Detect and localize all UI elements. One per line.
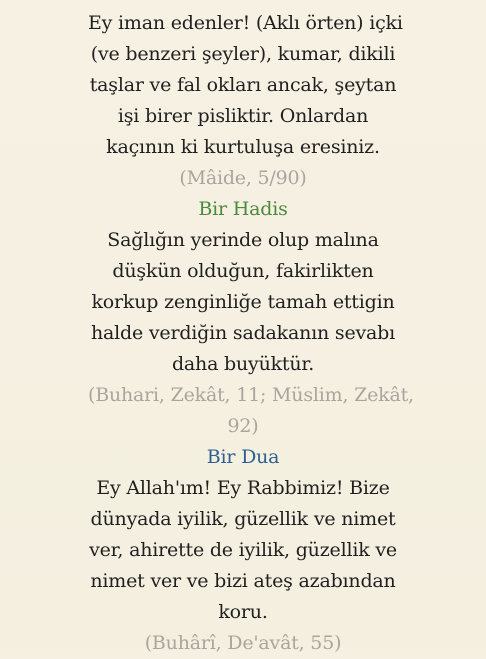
dua-section [88,442,398,659]
dua-line: ver, ahirette de iyilik, güzellik ve [89,539,397,561]
hadis-line: düşkün olduğun, fakirlikten [112,260,374,282]
dua-source: (Buhârî, De'avât, 55) [144,632,342,654]
hadis-line: daha buyüktür. [171,353,315,375]
hadis-section [88,194,414,442]
dua-line: dünyada iyilik, güzellik ve nimet [90,508,396,530]
ayet-line: kaçının ki kurtuluşa eresiniz. [106,136,380,158]
ayet-line: taşlar ve fal okları ancak, şeytan [89,74,397,96]
ayet-line: işi birer pisliktir. Onlardan [117,105,369,127]
dua-line: Ey Allah'ım! Ey Rabbimiz! Bize [96,477,390,499]
dua-line: koru. [218,601,268,623]
hadis-line: korkup zenginliğe tamah ettigin [91,291,395,313]
ayet-section [88,8,403,194]
ayet-line: Ey iman edenler! (Aklı örten) içki [88,12,403,34]
hadis-source-line: 92) [227,415,259,437]
hadis-source-line: (Buhari, Zekât, 11; Müslim, Zekât, [88,384,414,406]
hadis-title: Bir Hadis [198,198,288,220]
ayet-line: (ve benzeri şeyler), kumar, dikili [90,43,396,65]
hadis-line: Sağlığın yerinde olup malına [107,229,379,251]
ayet-source: (Mâide, 5/90) [179,167,307,189]
hadis-line: halde verdiğin sadakanın sevabı [91,322,395,344]
dua-line: nimet ver ve bizi ateş azabından [90,570,396,592]
dua-title: Bir Dua [206,446,280,468]
